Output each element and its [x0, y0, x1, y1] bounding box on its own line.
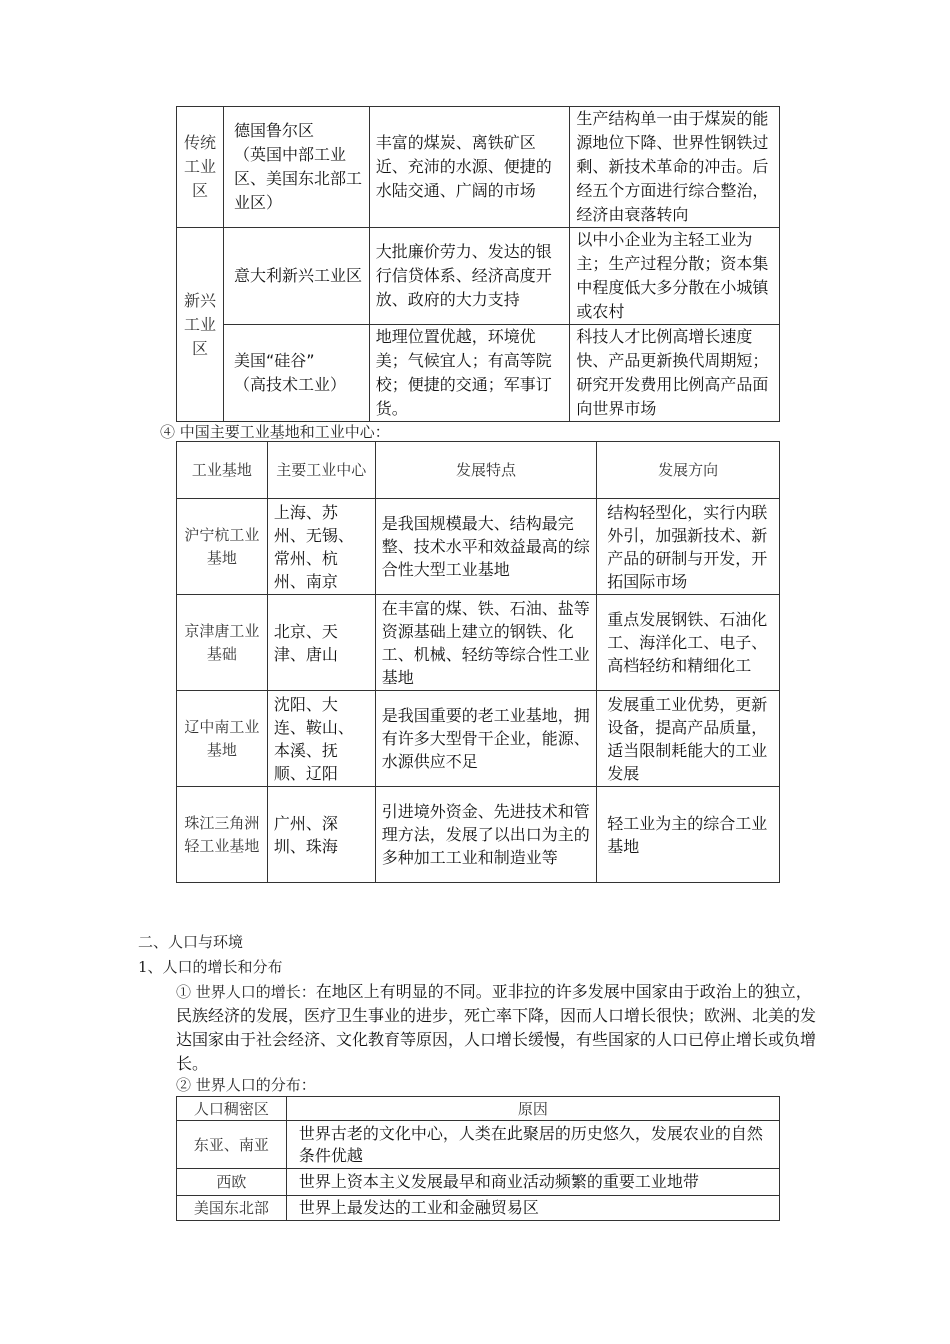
- features-cell: 在丰富的煤、铁、石油、盐等资源基础上建立的钢铁、化工、机械、轻纺等综合性工业基地: [375, 595, 597, 691]
- reason-cell: 世界古老的文化中心，人类在此聚居的历史悠久，发展农业的自然条件优越: [286, 1121, 779, 1169]
- region-label: 德国鲁尔区 （英国中部工业区、美国东北部工业区）: [233, 121, 362, 212]
- region-label: 美国“硅谷” （高技术工业）: [233, 351, 346, 394]
- conditions-text: 地理位置优越，环境优美；气候宜人；有高等院校；便捷的交通；军事订货。: [375, 327, 552, 418]
- region-cell: [223, 325, 369, 422]
- table-header-row: [177, 1097, 780, 1121]
- direction-cell: 重点发展钢铁、石油化工、海洋化工、电子、高档轻纺和精细化工: [597, 595, 780, 691]
- population-table: [176, 1096, 780, 1221]
- table-row: [177, 787, 780, 883]
- growth-text: 在地区上有明显的不同。亚非拉的许多发展中国家由于政治上的独立，民族经济的发展，医疗卫生事业的进步，死亡率下降，因而人口增长很快；欧洲、北美的发达国家由于社会经济、文化教育等原因，人口增长缓慢，有些国家的人口已停止增长或负增长。: [176, 982, 817, 1073]
- section-title: 二、人口与环境: [138, 933, 244, 951]
- centers-cell: 上海、苏州、无锡、常州、杭州、南京: [267, 499, 375, 595]
- region-label: 意大利新兴工业区: [233, 266, 362, 285]
- centers-cell: 广州、深圳、珠海: [267, 787, 375, 883]
- direction-cell: 轻工业为主的综合工业基地: [597, 787, 780, 883]
- base-name: 珠江三角洲轻工业基地: [177, 787, 268, 883]
- base-name: 沪宁杭工业基地: [177, 499, 268, 595]
- column-header: 原因: [286, 1097, 779, 1121]
- table-row: [177, 107, 780, 228]
- subsection-title: 1、人口的增长和分布: [138, 958, 283, 976]
- centers-cell: 北京、天津、唐山: [267, 595, 375, 691]
- features-cell: 是我国重要的老工业基地，拥有许多大型骨干企业，能源、水源供应不足: [375, 691, 597, 787]
- category-cell: [177, 107, 224, 228]
- direction-cell: 结构轻型化，实行内联外引，加强新技术、新产品的研制与开发，开拓国际市场: [597, 499, 780, 595]
- region-cell: [223, 107, 369, 228]
- category-label: 传统工业区: [183, 133, 216, 200]
- column-header: 主要工业中心: [267, 442, 375, 499]
- industrial-regions-table: [176, 106, 780, 422]
- centers-cell: 沈阳、大连、鞍山、本溪、抚顺、辽阳: [267, 691, 375, 787]
- column-header: 人口稠密区: [177, 1097, 287, 1121]
- conditions-text: 大批廉价劳力、发达的银行信贷体系、经济高度开放、政府的大力支持: [375, 242, 552, 309]
- distribution-label: ② 世界人口的分布：: [176, 1076, 316, 1094]
- features-cell: [570, 228, 780, 325]
- region-cell: [223, 228, 369, 325]
- conditions-cell: [369, 228, 570, 325]
- table-row: [177, 595, 780, 691]
- table-row: [177, 1196, 780, 1221]
- conditions-cell: [369, 107, 570, 228]
- area-name: 东亚、南亚: [177, 1121, 287, 1169]
- direction-cell: 发展重工业优势，更新设备，提高产品质量，适当限制耗能大的工业发展: [597, 691, 780, 787]
- area-name: 美国东北部: [177, 1196, 287, 1221]
- table-row: [177, 228, 780, 325]
- table-header-row: [177, 442, 780, 499]
- column-header: 发展特点: [375, 442, 597, 499]
- growth-label: ① 世界人口的增长：: [176, 983, 316, 1001]
- china-bases-table: [176, 441, 780, 883]
- column-header: 发展方向: [597, 442, 780, 499]
- features-text: 生产结构单一由于煤炭的能源地位下降、世界性钢铁过剩、新技术革命的冲击。后经五个方面进行综合整治，经济由衰落转向: [576, 109, 769, 224]
- features-cell: [570, 107, 780, 228]
- table-row: [177, 325, 780, 422]
- features-text: 科技人才比例高增长速度快、产品更新换代周期短；研究开发费用比例高产品面向世界市场: [576, 327, 769, 418]
- column-header: 工业基地: [177, 442, 268, 499]
- table-row: [177, 499, 780, 595]
- table-row: [177, 1121, 780, 1169]
- features-text: 以中小企业为主轻工业为主；生产过程分散；资本集中程度低大多分散在小城镇或农村: [576, 230, 769, 321]
- china-bases-heading: ④ 中国主要工业基地和工业中心：: [160, 423, 390, 441]
- category-cell: [177, 228, 224, 422]
- features-cell: 是我国规模最大、结构最完整、技术水平和效益最高的综合性大型工业基地: [375, 499, 597, 595]
- features-cell: 引进境外资金、先进技术和管理方法，发展了以出口为主的多种加工工业和制造业等: [375, 787, 597, 883]
- population-growth-paragraph: [176, 980, 816, 1076]
- table-row: [177, 1169, 780, 1196]
- reason-cell: 世界上最发达的工业和金融贸易区: [286, 1196, 779, 1221]
- base-name: 辽中南工业基地: [177, 691, 268, 787]
- category-label: 新兴工业区: [183, 290, 216, 358]
- reason-cell: 世界上资本主义发展最早和商业活动频繁的重要工业地带: [286, 1169, 779, 1196]
- conditions-cell: [369, 325, 570, 422]
- area-name: 西欧: [177, 1169, 287, 1196]
- base-name: 京津唐工业基础: [177, 595, 268, 691]
- table-row: [177, 691, 780, 787]
- features-cell: [570, 325, 780, 422]
- conditions-text: 丰富的煤炭、离铁矿区近、充沛的水源、便捷的水陆交通、广阔的市场: [375, 133, 552, 200]
